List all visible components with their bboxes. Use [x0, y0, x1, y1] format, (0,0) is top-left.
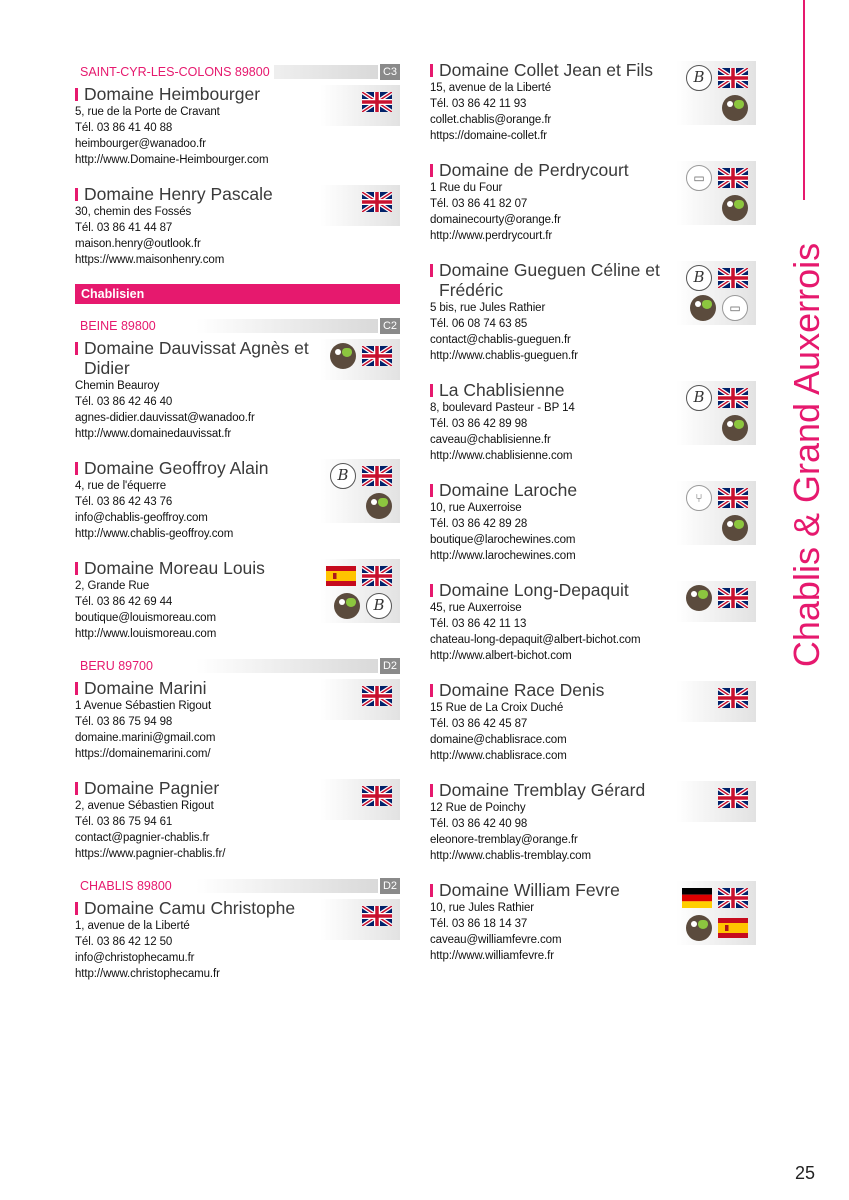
website-link[interactable]: http://www.Domaine-Heimbourger.com: [75, 154, 269, 166]
phone: Tél. 03 86 42 46 40: [75, 396, 173, 408]
phone: Tél. 03 86 42 89 28: [430, 518, 528, 530]
cellar-visit-icon: [366, 493, 392, 519]
address: 5, rue de la Porte de Cravant: [75, 106, 220, 118]
website-link[interactable]: http://www.larochewines.com: [430, 550, 576, 562]
service-icons: [320, 779, 400, 820]
service-icons: [676, 61, 756, 125]
phone: Tél. 03 86 42 45 87: [430, 718, 528, 730]
spain-flag-icon: [718, 918, 748, 938]
address: Chemin Beauroy: [75, 380, 160, 392]
listing-camu: [75, 898, 400, 982]
website-link[interactable]: http://www.chablisienne.com: [430, 450, 573, 462]
right-column: [430, 60, 756, 980]
phone: Tél. 03 86 42 11 13: [430, 618, 527, 630]
bourgogne-b-logo-icon: B: [330, 463, 356, 489]
uk-flag-icon: [718, 788, 748, 808]
town-header: [75, 658, 400, 674]
listing-fevre: [430, 880, 756, 964]
listing-tremblay: [430, 780, 756, 864]
website-link[interactable]: http://www.chablis-gueguen.fr: [430, 350, 578, 362]
address: 4, rue de l'équerre: [75, 480, 167, 492]
service-icons: [676, 581, 756, 622]
email-link[interactable]: chateau-long-depaquit@albert-bichot.com: [430, 634, 641, 646]
listing-moreau: [75, 558, 400, 642]
phone: Tél. 03 86 42 11 93: [430, 98, 527, 110]
website-link[interactable]: http://www.louismoreau.com: [75, 628, 217, 640]
cellar-visit-icon: [330, 343, 356, 369]
domaine-name: Domaine Pagnier: [75, 778, 314, 798]
address: 5 bis, rue Jules Rathier: [430, 302, 546, 314]
website-link[interactable]: https://domaine-collet.fr: [430, 130, 548, 142]
address: 30, chemin des Fossés: [75, 206, 192, 218]
listing-laroche: [430, 480, 756, 564]
listing-marini: [75, 678, 400, 762]
phone: Tél. 03 86 75 94 61: [75, 816, 173, 828]
address: 8, boulevard Pasteur - BP 14: [430, 402, 575, 414]
email-link[interactable]: boutique@larochewines.com: [430, 534, 576, 546]
domaine-name: Domaine Gueguen Céline et Frédéric: [430, 260, 669, 300]
cellar-visit-icon: [686, 585, 712, 611]
domaine-name: Domaine Collet Jean et Fils: [430, 60, 669, 80]
domaine-name: Domaine Dauvissat Agnès et Didier: [75, 338, 314, 378]
address: 10, rue Jules Rathier: [430, 902, 535, 914]
uk-flag-icon: [718, 68, 748, 88]
bourgogne-b-logo-icon: B: [686, 65, 712, 91]
bourgogne-b-logo-icon: B: [686, 265, 712, 291]
email-link[interactable]: info@chablis-geoffroy.com: [75, 512, 208, 524]
uk-flag-icon: [362, 686, 392, 706]
website-link[interactable]: http://www.chablis-tremblay.com: [430, 850, 591, 862]
uk-flag-icon: [718, 388, 748, 408]
spain-flag-icon: [326, 566, 356, 586]
uk-flag-icon: [718, 888, 748, 908]
listing-collet: [430, 60, 756, 144]
email-link[interactable]: maison.henry@outlook.fr: [75, 238, 201, 250]
address: 15, avenue de la Liberté: [430, 82, 552, 94]
dining-icon: ⑂: [686, 485, 712, 511]
email-link[interactable]: heimbourger@wanadoo.fr: [75, 138, 206, 150]
service-icons: [676, 481, 756, 545]
left-column: [75, 60, 400, 998]
website-link[interactable]: http://www.chablisrace.com: [430, 750, 567, 762]
website-link[interactable]: http://www.albert-bichot.com: [430, 650, 572, 662]
accommodation-icon: ▭: [722, 295, 748, 321]
domaine-name: Domaine Race Denis: [430, 680, 669, 700]
email-link[interactable]: domaine@chablisrace.com: [430, 734, 567, 746]
service-icons: [676, 161, 756, 225]
phone: Tél. 03 86 75 94 98: [75, 716, 173, 728]
phone: Tél. 03 86 42 43 76: [75, 496, 173, 508]
domaine-name: Domaine Geoffroy Alain: [75, 458, 314, 478]
phone: Tél. 03 86 18 14 37: [430, 918, 528, 930]
uk-flag-icon: [362, 566, 392, 586]
listing-henry: [75, 184, 400, 268]
email-link[interactable]: caveau@williamfevre.com: [430, 934, 562, 946]
email-link[interactable]: agnes-didier.dauvissat@wanadoo.fr: [75, 412, 255, 424]
address: 1, avenue de la Liberté: [75, 920, 190, 932]
uk-flag-icon: [362, 466, 392, 486]
email-link[interactable]: domaine.marini@gmail.com: [75, 732, 216, 744]
service-icons: [320, 185, 400, 226]
domaine-name: Domaine Tremblay Gérard: [430, 780, 669, 800]
email-link[interactable]: contact@chablis-gueguen.fr: [430, 334, 571, 346]
phone: Tél. 03 86 42 69 44: [75, 596, 173, 608]
email-link[interactable]: domainecourty@orange.fr: [430, 214, 561, 226]
website-link[interactable]: http://www.chablis-geoffroy.com: [75, 528, 234, 540]
map-code: C3: [380, 64, 400, 80]
address: 12 Rue de Poinchy: [430, 802, 526, 814]
phone: Tél. 03 86 42 12 50: [75, 936, 173, 948]
website-link[interactable]: https://domainemarini.com/: [75, 748, 211, 760]
phone: Tél. 03 86 41 82 07: [430, 198, 528, 210]
address: 10, rue Auxerroise: [430, 502, 522, 514]
domaine-name: Domaine Henry Pascale: [75, 184, 314, 204]
uk-flag-icon: [718, 488, 748, 508]
domaine-name: Domaine William Fevre: [430, 880, 669, 900]
town-header: [75, 64, 400, 80]
uk-flag-icon: [362, 192, 392, 212]
domaine-name: Domaine Laroche: [430, 480, 669, 500]
uk-flag-icon: [362, 346, 392, 366]
address: 15 Rue de La Croix Duché: [430, 702, 564, 714]
service-icons: [320, 899, 400, 940]
cellar-visit-icon: [690, 295, 716, 321]
service-icons: [320, 459, 400, 523]
service-icons: [676, 681, 756, 722]
address: 1 Avenue Sébastien Rigout: [75, 700, 212, 712]
service-icons: [676, 381, 756, 445]
website-link[interactable]: http://www.perdrycourt.fr: [430, 230, 553, 242]
email-link[interactable]: eleonore-tremblay@orange.fr: [430, 834, 578, 846]
domaine-name: Domaine Marini: [75, 678, 314, 698]
domaine-name: Domaine Camu Christophe: [75, 898, 314, 918]
germany-flag-icon: [682, 888, 712, 908]
accommodation-icon: ▭: [686, 165, 712, 191]
service-icons: [320, 559, 400, 623]
cellar-visit-icon: [686, 915, 712, 941]
address: 45, rue Auxerroise: [430, 602, 522, 614]
address: 2, Grande Rue: [75, 580, 150, 592]
phone: Tél. 03 86 41 44 87: [75, 222, 173, 234]
email-link[interactable]: collet.chablis@orange.fr: [430, 114, 552, 126]
bourgogne-b-logo-icon: B: [366, 593, 392, 619]
map-code: D2: [380, 658, 400, 674]
phone: Tél. 03 86 42 40 98: [430, 818, 528, 830]
listing-perdrycourt: [430, 160, 756, 244]
town-name: SAINT-CYR-LES-COLONS 89800: [80, 64, 274, 80]
side-accent-line: [803, 0, 805, 200]
phone: Tél. 03 86 42 89 98: [430, 418, 528, 430]
service-icons: [320, 679, 400, 720]
website-link[interactable]: https://www.pagnier-chablis.fr/: [75, 848, 226, 860]
address: 2, avenue Sébastien Rigout: [75, 800, 214, 812]
listing-pagnier: [75, 778, 400, 862]
domaine-name: Domaine Heimbourger: [75, 84, 314, 104]
uk-flag-icon: [718, 168, 748, 188]
email-link[interactable]: info@christophecamu.fr: [75, 952, 195, 964]
phone: Tél. 06 08 74 63 85: [430, 318, 528, 330]
domaine-name: Domaine Moreau Louis: [75, 558, 314, 578]
website-link[interactable]: https://www.maisonhenry.com: [75, 254, 225, 266]
listing-race: [430, 680, 756, 764]
website-link[interactable]: http://www.domainedauvissat.fr: [75, 428, 232, 440]
uk-flag-icon: [718, 588, 748, 608]
service-icons: [676, 261, 756, 325]
address: 1 Rue du Four: [430, 182, 503, 194]
uk-flag-icon: [718, 688, 748, 708]
email-link[interactable]: caveau@chablisienne.fr: [430, 434, 551, 446]
website-link[interactable]: http://www.christophecamu.fr: [75, 968, 220, 980]
town-name: BEINE 89800: [80, 318, 160, 334]
cellar-visit-icon: [722, 415, 748, 441]
domaine-name: Domaine Long-Depaquit: [430, 580, 669, 600]
town-name: CHABLIS 89800: [80, 878, 176, 894]
listing-geoffroy: [75, 458, 400, 542]
cellar-visit-icon: [722, 95, 748, 121]
listing-dauvissat: [75, 338, 400, 442]
listing-chablisienne: [430, 380, 756, 464]
cellar-visit-icon: [722, 195, 748, 221]
town-name: BERU 89700: [80, 658, 157, 674]
website-link[interactable]: http://www.williamfevre.fr: [430, 950, 554, 962]
phone: Tél. 03 86 41 40 88: [75, 122, 173, 134]
email-link[interactable]: boutique@louismoreau.com: [75, 612, 216, 624]
service-icons: [320, 339, 400, 380]
uk-flag-icon: [718, 268, 748, 288]
region-header: Chablisien: [75, 284, 400, 304]
uk-flag-icon: [362, 786, 392, 806]
uk-flag-icon: [362, 906, 392, 926]
town-header: [75, 878, 400, 894]
listing-longdepaquit: [430, 580, 756, 664]
bourgogne-b-logo-icon: B: [686, 385, 712, 411]
map-code: D2: [380, 878, 400, 894]
service-icons: [676, 881, 756, 945]
service-icons: [676, 781, 756, 822]
cellar-visit-icon: [334, 593, 360, 619]
listing-gueguen: [430, 260, 756, 364]
town-header: [75, 318, 400, 334]
domaine-name: Domaine de Perdrycourt: [430, 160, 669, 180]
page-number: 25: [795, 1163, 816, 1183]
map-code: C2: [380, 318, 400, 334]
email-link[interactable]: contact@pagnier-chablis.fr: [75, 832, 210, 844]
listing-heimbourger: [75, 84, 400, 168]
cellar-visit-icon: [722, 515, 748, 541]
domaine-name: La Chablisienne: [430, 380, 669, 400]
service-icons: [320, 85, 400, 126]
side-title: Chablis & Grand Auxerrois: [786, 242, 827, 668]
uk-flag-icon: [362, 92, 392, 112]
